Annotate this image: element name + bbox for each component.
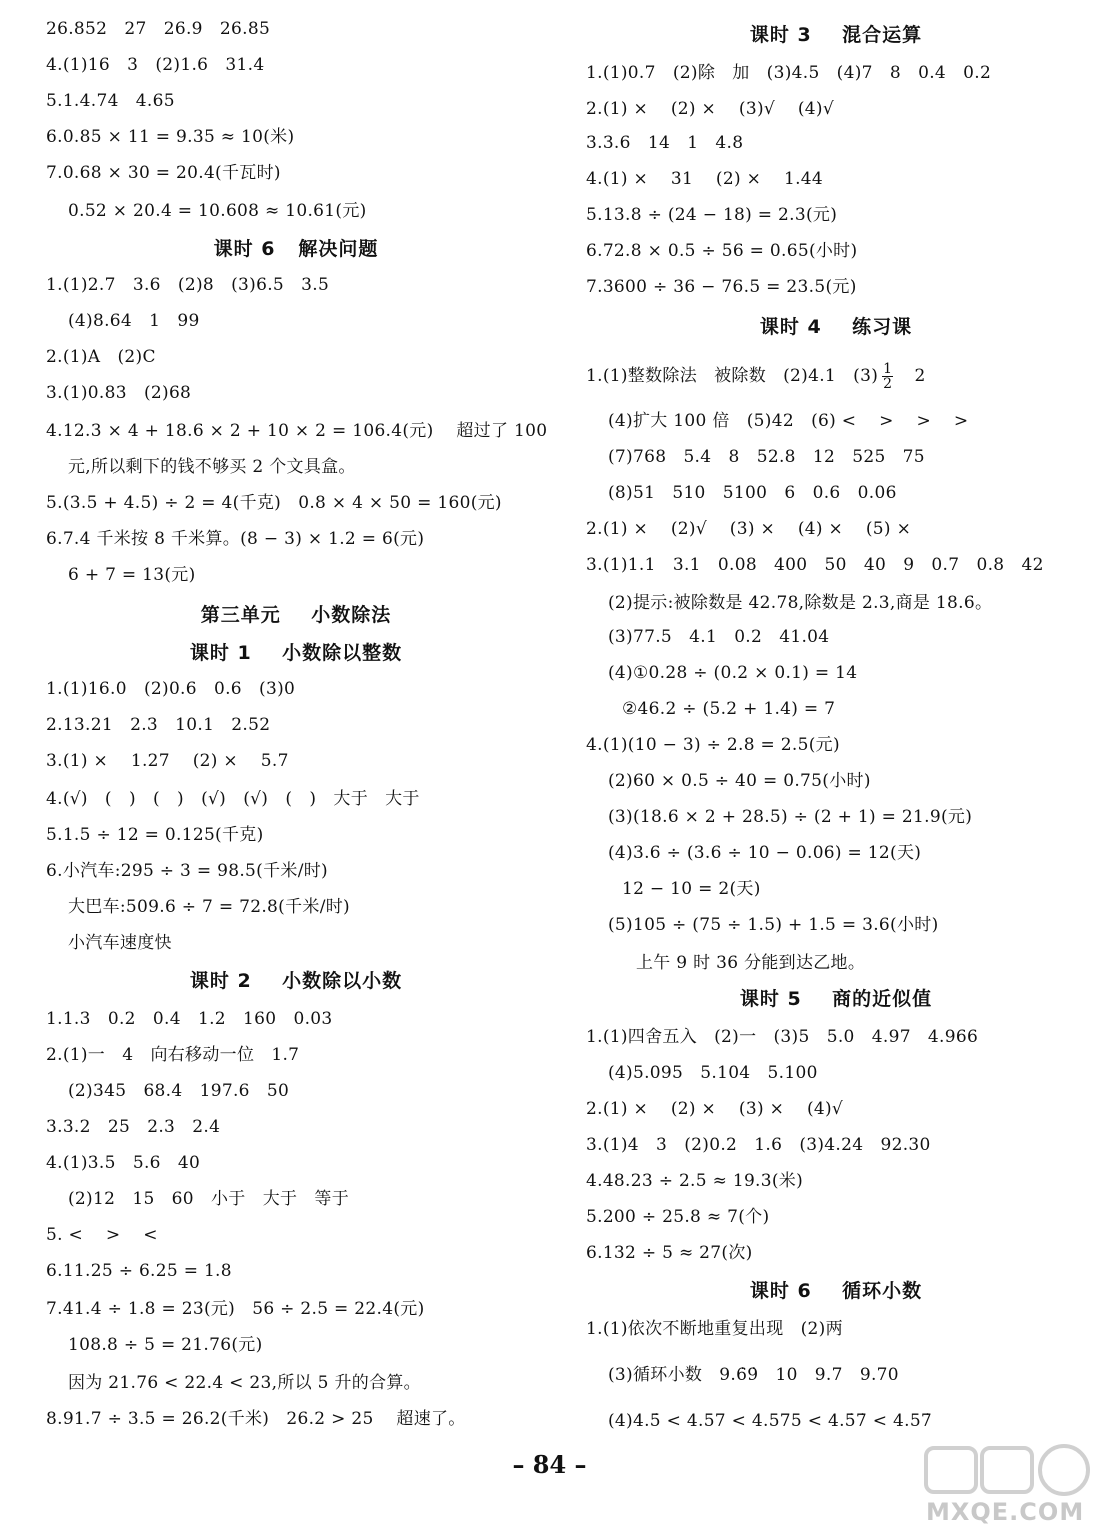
line-text: 小汽车速度快	[68, 933, 172, 953]
answer-line	[46, 678, 295, 700]
line-text: 6.7.4 千米按 8 千米算。(8 − 3) × 1.2 = 6(元)	[46, 529, 425, 549]
answer-line	[68, 1080, 289, 1102]
line-text: 2.(1)A (2)C	[46, 347, 156, 367]
answer-line	[586, 1206, 769, 1228]
line-text: 26.852 27 26.9 26.85	[46, 19, 271, 39]
line-text: (7)768 5.4 8 52.8 12 525 75	[608, 447, 925, 467]
line-text: 课时 6 循环小数	[749, 1280, 923, 1302]
line-text: 1.(1)2.7 3.6 (2)8 (3)6.5 3.5	[46, 275, 330, 295]
line-text: 2.13.21 2.3 10.1 2.52	[46, 715, 271, 735]
answer-line	[68, 1372, 421, 1394]
answer-line	[46, 1224, 158, 1246]
answer-line	[586, 1134, 931, 1156]
fraction-numerator: 1	[883, 361, 893, 377]
line-text: 5.13.8 ÷ (24 − 18) = 2.3(元)	[586, 205, 838, 225]
answer-line	[608, 662, 857, 684]
answer-line	[586, 554, 1044, 576]
answer-line	[68, 896, 350, 918]
answer-line	[46, 346, 156, 368]
answer-line	[68, 1334, 263, 1356]
answer-line	[46, 1408, 466, 1430]
line-text: 1.(1)16.0 (2)0.6 0.6 (3)0	[46, 679, 296, 699]
line-text: 5.1.5 ÷ 12 = 0.125(千克)	[46, 825, 264, 845]
line-text: 4.(1)3.5 5.6 40	[46, 1153, 201, 1173]
answer-line	[46, 492, 502, 514]
line-text: 7.3600 ÷ 36 − 76.5 = 23.5(元)	[586, 277, 857, 297]
section-heading	[46, 642, 546, 664]
answer-line	[68, 456, 356, 478]
section-heading	[46, 238, 546, 260]
line-text: 0.52 × 20.4 = 10.608 ≈ 10.61(元)	[68, 201, 367, 221]
line-text: 1.1.3 0.2 0.4 1.2 160 0.03	[46, 1009, 333, 1029]
answer-line	[586, 98, 834, 120]
line-text: (3)循环小数 9.6̇9̇ 10 9.7 9.70	[608, 1365, 899, 1385]
line-text: 5.200 ÷ 25.8 ≈ 7(个)	[586, 1207, 770, 1227]
line-text: 6 + 7 = 13(元)	[68, 565, 196, 585]
line-text: 5.1.4.74 4.65	[46, 91, 175, 111]
line-text: 7.0.68 × 30 = 20.4(千瓦时)	[46, 163, 281, 183]
answer-line	[46, 1260, 232, 1282]
section-heading	[46, 604, 546, 626]
line-text: 3.3.2 25 2.3 2.4	[46, 1117, 221, 1137]
line-text: 2.(1) × (2) × (3)√ (4)√	[586, 99, 834, 119]
line-text: 1.(1)依次不断地重复出现 (2)两	[586, 1319, 843, 1339]
answer-line	[46, 528, 424, 550]
answer-line	[68, 310, 200, 332]
answer-line	[46, 860, 328, 882]
line-text: 课时 1 小数除以整数	[189, 642, 403, 664]
answer-line	[622, 878, 761, 900]
answer-line	[46, 824, 264, 846]
answer-line	[608, 592, 992, 614]
answer-line	[46, 788, 420, 810]
fraction-denominator: 2	[883, 376, 893, 392]
line-text: 4.(1)(10 − 3) ÷ 2.8 = 2.5(元)	[586, 735, 840, 755]
answer-line	[586, 276, 857, 298]
line-text: 4.12.3 × 4 + 18.6 × 2 + 10 × 2 = 106.4(元) 超过了 100	[46, 421, 548, 441]
answer-line	[636, 952, 865, 974]
line-text: (4)4.5̇ < 4.57 < 4.575 < 4.5̇7̇ < 4.57̇	[608, 1411, 933, 1431]
line-text: 1.(1)整数除法 被除数 (2)4.1 (3)	[586, 366, 879, 386]
line-text: 6.72.8 × 0.5 ÷ 56 = 0.65(小时)	[586, 241, 858, 261]
line-text: (4)扩大 100 倍 (5)42 (6) < > > >	[608, 411, 969, 431]
answer-line	[586, 62, 991, 84]
section-heading	[586, 316, 1086, 338]
answer-line	[608, 842, 921, 864]
answer-line	[68, 200, 367, 222]
answer-line	[46, 1008, 333, 1030]
line-text: 元,所以剩下的钱不够买 2 个文具盒。	[68, 457, 356, 477]
line-text: 6.小汽车:295 ÷ 3 = 98.5(千米/时)	[46, 861, 328, 881]
answer-line	[46, 1044, 299, 1066]
line-text: 3.(1)1.1 3.1 0.08 400 50 40 9 0.7 0.8 42	[586, 555, 1044, 575]
line-text: ②46.2 ÷ (5.2 + 1.4) = 7	[622, 699, 836, 719]
line-text: 第三单元 小数除法	[200, 604, 392, 626]
line-text: (8)51 510 5100 6 0.6 0.06	[608, 483, 897, 503]
line-text: 大巴车:509.6 ÷ 7 = 72.8(千米/时)	[68, 897, 350, 917]
line-text-after: 2	[897, 366, 926, 386]
answer-line	[608, 1410, 932, 1432]
line-text: 课时 6 解决问题	[213, 238, 379, 260]
line-text: 4.48.23 ÷ 2.5 ≈ 19.3(米)	[586, 1171, 804, 1191]
line-text: (2)12 15 60 小于 大于 等于	[68, 1189, 350, 1209]
line-text: 5.(3.5 + 4.5) ÷ 2 = 4(千克) 0.8 × 4 × 50 = 160(元)	[46, 493, 502, 513]
line-text: 3.(1)4 3 (2)0.2 1.6 (3)4.24 92.30	[586, 1135, 931, 1155]
answer-line	[608, 482, 897, 504]
answer-line	[586, 240, 857, 262]
answer-line	[46, 18, 270, 40]
answer-line	[586, 1170, 803, 1192]
section-heading	[46, 970, 546, 992]
fraction	[882, 362, 893, 391]
page-number: – 84 –	[512, 1450, 587, 1479]
answer-line	[586, 518, 911, 540]
answer-line	[46, 1116, 220, 1138]
answer-line	[46, 274, 329, 296]
line-text: 4.(√) ( ) ( ) (√) (√) ( ) 大于 大于	[46, 789, 420, 809]
answer-line	[586, 1026, 978, 1048]
answer-line	[586, 1098, 843, 1120]
line-text: 4.(1) × 31 (2) × 1.44	[586, 169, 824, 189]
line-text: 108.8 ÷ 5 = 21.76(元)	[68, 1335, 263, 1355]
line-text: 课时 4 练习课	[759, 316, 913, 338]
answer-line	[68, 932, 172, 954]
line-text: 课时 2 小数除以小数	[189, 970, 403, 992]
line-text: 12 − 10 = 2(天)	[622, 879, 761, 899]
line-text: (2)提示:被除数是 42.78,除数是 2.3,商是 18.6。	[608, 593, 993, 613]
answer-line	[46, 1298, 425, 1320]
line-text: 6.132 ÷ 5 ≈ 27(次)	[586, 1243, 753, 1263]
line-text: 2.(1) × (2)√ (3) × (4) × (5) ×	[586, 519, 912, 539]
line-text: (4)3.6 ÷ (3.6 ÷ 10 − 0.06) = 12(天)	[608, 843, 922, 863]
answer-line	[586, 734, 840, 756]
answer-line	[608, 410, 968, 432]
line-text: 课时 5 商的近似值	[739, 988, 933, 1010]
line-text: 上午 9 时 36 分能到达乙地。	[636, 953, 866, 973]
answer-line	[68, 564, 196, 586]
line-text: (2)345 68.4 197.6 50	[68, 1081, 290, 1101]
section-heading	[586, 1280, 1086, 1302]
line-text: 1.(1)四舍五入 (2)一 (3)5 5.0 4.97 4.966	[586, 1027, 979, 1047]
section-heading	[586, 988, 1086, 1010]
answer-line	[608, 446, 925, 468]
line-text: 3.3.6 14 1 4.8	[586, 133, 744, 153]
line-text: (3)77.5 4.1 0.2 41.04	[608, 627, 830, 647]
section-heading	[586, 24, 1086, 46]
answer-line	[46, 1152, 200, 1174]
answer-line	[608, 914, 939, 936]
answer-line	[586, 1318, 843, 1340]
line-text: (4)8.64 1 99	[68, 311, 200, 331]
line-text: 6.0.85 × 11 = 9.35 ≈ 10(米)	[46, 127, 295, 147]
answer-line	[68, 1188, 349, 1210]
line-text: (5)105 ÷ (75 ÷ 1.5) + 1.5 = 3.6(小时)	[608, 915, 939, 935]
answer-line	[46, 420, 547, 442]
answer-line	[46, 54, 264, 76]
answer-line	[608, 1062, 818, 1084]
answer-line	[46, 126, 294, 148]
line-text: 3.(1)0.83 (2)68	[46, 383, 192, 403]
line-text: 因为 21.76 < 22.4 < 23,所以 5 升的合算。	[68, 1373, 421, 1393]
line-text: 8.91.7 ÷ 3.5 = 26.2(千米) 26.2 > 25 超速了。	[46, 1409, 466, 1429]
answer-line	[586, 1242, 753, 1264]
answer-line	[46, 90, 175, 112]
line-text: 3.(1) × 1.27 (2) × 5.7	[46, 751, 289, 771]
line-text: 6.11.25 ÷ 6.25 = 1.8	[46, 1261, 232, 1281]
line-text: 7.41.4 ÷ 1.8 = 23(元) 56 ÷ 2.5 = 22.4(元)	[46, 1299, 425, 1319]
answer-line	[608, 1364, 899, 1386]
line-text: 2.(1)一 4 向右移动一位 1.7	[46, 1045, 300, 1065]
line-text: (4)①0.28 ÷ (0.2 × 0.1) = 14	[608, 663, 858, 683]
line-text: (2)60 × 0.5 ÷ 40 = 0.75(小时)	[608, 771, 871, 791]
answer-line	[586, 204, 837, 226]
answer-line	[586, 132, 743, 154]
answer-line	[46, 714, 270, 736]
answer-line	[586, 168, 823, 190]
line-text: (4)5.095 5.104 5.100	[608, 1063, 818, 1083]
answer-line	[586, 361, 926, 392]
answer-line	[608, 626, 829, 648]
answer-line	[46, 750, 289, 772]
line-text: 4.(1)16 3 (2)1.6 31.4	[46, 55, 265, 75]
line-text: 2.(1) × (2) × (3) × (4)√	[586, 1099, 844, 1119]
line-text: 1.(1)0.7 (2)除 加 (3)4.5 (4)7 8 0.4 0.2	[586, 63, 992, 83]
answer-line	[46, 162, 281, 184]
answer-line	[46, 382, 191, 404]
line-text: 课时 3 混合运算	[749, 24, 923, 46]
answer-line	[622, 698, 835, 720]
answer-line	[608, 806, 972, 828]
answer-line	[608, 770, 871, 792]
line-text: (3)(18.6 × 2 + 28.5) ÷ (2 + 1) = 21.9(元)	[608, 807, 973, 827]
line-text: 5. < > <	[46, 1225, 158, 1245]
watermark-logo	[918, 1440, 1098, 1536]
watermark-text: MXQE.COM	[926, 1498, 1085, 1526]
